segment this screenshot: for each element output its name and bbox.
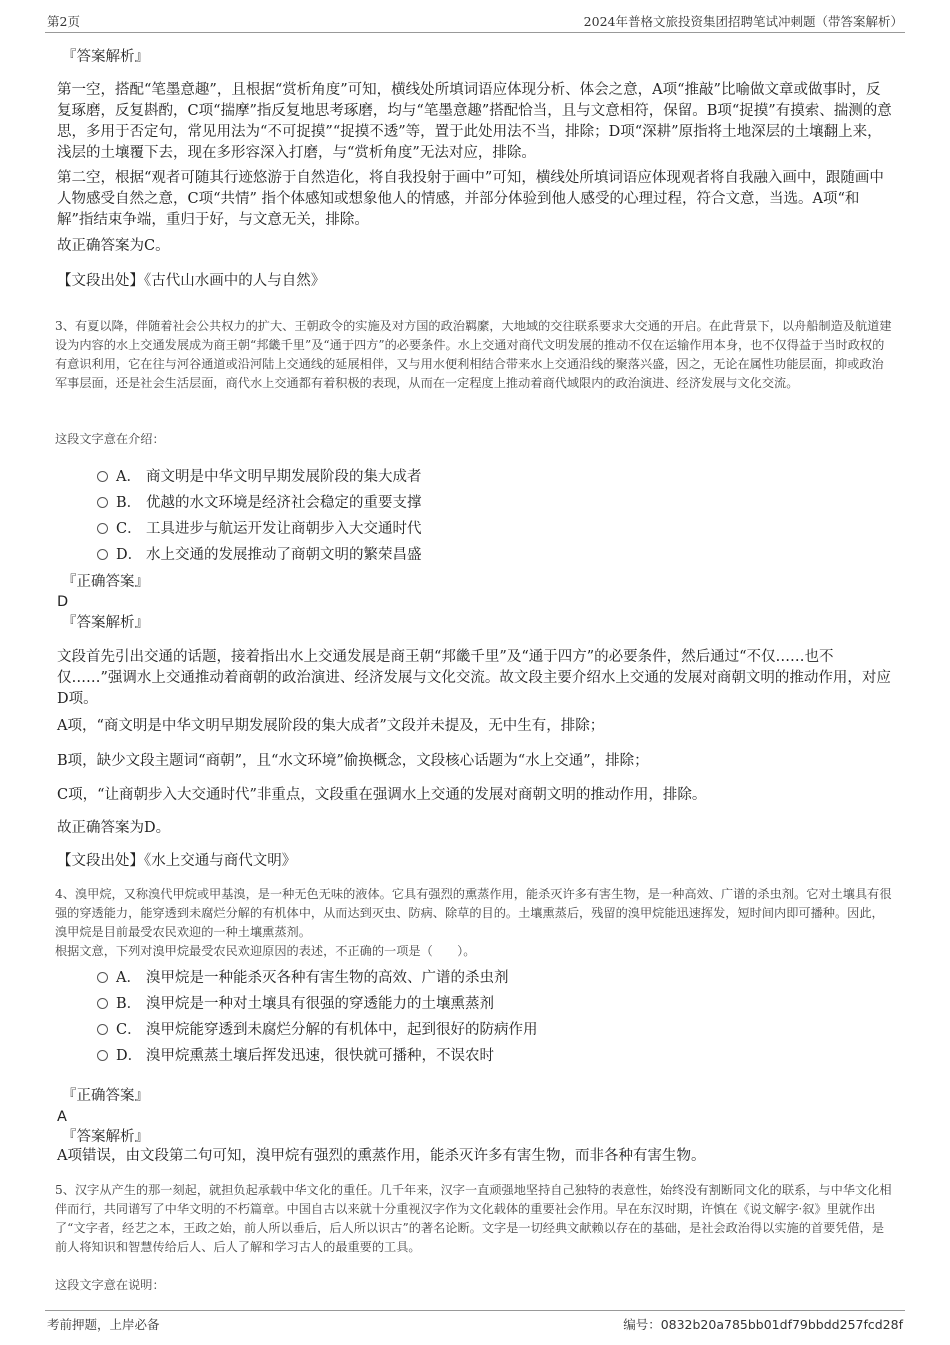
q3-analysis-p1: 文段首先引出交通的话题，接着指出水上交通发展是商王朝“邦畿千里”及“通于四方”的必要条件，然后通过“不仅……也不仅……”强调水上交通推动着商朝的政治演进、经济发展与文化交流。故文段主要介绍水上交通的发展对商朝文明的推动作用，对应D项。 [57, 649, 891, 707]
q4-passage: 4、溴甲烷，又称溴代甲烷或甲基溴，是一种无色无味的液体。它具有强烈的熏蒸作用，能杀灭许多有害生物，是一种高效、广谱的杀虫剂。它对土壤具有很强的穿透能力，能穿透到未腐烂分解的有机体中，从而达到灭虫、防病、除草的目的。土壤熏蒸后，残留的溴甲烷能迅速挥发，短时间内即可播种。因此，溴甲烷是目前最受农民欢迎的一种土壤熏蒸剂。 [55, 887, 892, 939]
page-header [45, 12, 905, 33]
q3-conclusion: 故正确答案为D。 [57, 820, 171, 836]
q3-correct-label: 『正确答案』 [62, 574, 149, 590]
q3-analysis-p3: B项，缺少文段主题词“商朝”，且“水文环境”偷换概念，文段核心话题为“水上交通”，排除； [57, 753, 649, 769]
q2-analysis-label: 『答案解析』 [62, 49, 149, 65]
q4-correct-label: 『正确答案』 [62, 1088, 149, 1104]
q2-analysis-p1: 第一空，搭配“笔墨意趣”，且根据“赏析角度”可知，横线处所填词语应体现分析、体会之意，A项“推敲”比喻做文章或做事时，反复琢磨，反复斟酌，C项“揣摩”指反复地思考琢磨，均与“笔墨意趣”搭配恰当，且与文意相符，保留。B项“捉摸”有摸索、揣测的意思，多用于否定句，常见用法为“不可捉摸”“捉摸不透”等，置于此处用法不当，排除；D项“深耕”原指将土地深层的土壤翻上来，浅层的土壤覆下去，现在多形容深入打磨，与“赏析角度”无法对应，排除。 [57, 82, 892, 161]
q3-question: 这段文字意在介绍： [55, 432, 165, 446]
q3-option-a[interactable]: A． 商文明是中华文明早期发展阶段的集大成者 [97, 466, 422, 488]
page-footer [45, 1310, 905, 1335]
q3-option-b[interactable]: B． 优越的水文环境是经济社会稳定的重要支撑 [97, 492, 422, 514]
radio-icon[interactable] [97, 1050, 108, 1061]
footer-slogan: 考前押题，上岸必备 [47, 1317, 160, 1332]
q4-correct-answer: A [57, 1109, 67, 1125]
q2-source: 【文段出处】《古代山水画中的人与自然》 [57, 273, 326, 289]
q3-option-d[interactable]: D． 水上交通的发展推动了商朝文明的繁荣昌盛 [97, 544, 422, 566]
q3-analysis-p4: C项，“让商朝步入大交通时代”非重点，文段重在强调水上交通的发展对商朝文明的推动作用，排除。 [57, 787, 707, 803]
radio-icon[interactable] [97, 1024, 108, 1035]
q4-option-d[interactable]: D． 溴甲烷熏蒸土壤后挥发迅速，很快就可播种，不误农时 [97, 1045, 494, 1067]
q3-analysis-p2: A项，“商文明是中华文明早期发展阶段的集大成者”文段并未提及，无中生有，排除； [57, 718, 605, 734]
q3-source: 【文段出处】《水上交通与商代文明》 [57, 853, 297, 869]
radio-icon[interactable] [97, 549, 108, 560]
radio-icon[interactable] [97, 972, 108, 983]
q3-passage: 3、有夏以降，伴随着社会公共权力的扩大、王朝政令的实施及对方国的政治羁縻，大地域的交往联系要求大交通的开启。在此背景下，以舟船制造及航道建设为内容的水上交通发展成为商王朝“邦畿千里”及“通于四方”的必要条件。水上交通对商代文明发展的推动不仅在运输作用本身，也不仅得益于当时政权的有意识利用，它在往与河谷通道或沿河陆上交通线的延展相伴，又与用水便利相结合带来水上交通沿线的聚落兴盛，因之，无论在属性功能层面，抑或政治军事层面，还是社会生活层面，商代水上交通都有着积极的表现，从而在一定程度上推动着商代域限内的政治演进、经济发展与文化交流。 [55, 319, 892, 390]
q5-passage: 5、汉字从产生的那一刻起，就担负起承载中华文化的重任。几千年来，汉字一直顽强地坚持自己独特的表意性，始终没有割断同文化的联系，与中华文化相伴而行，共同谱写了中华文明的不朽篇章。中国自古以来就十分重视汉字作为文化载体的重要社会作用。早在东汉时期，许慎在《说文解字·叙》里就作出了“文字者，经艺之本，王政之始，前人所以垂后，后人所以识古”的著名论断。文字是一切经典文献赖以存在的基础，是社会政治得以实施的首要凭借，是前人将知识和智慧传给后人、后人了解和学习古人的最重要的工具。 [55, 1183, 892, 1254]
q5-question: 这段文字意在说明： [55, 1278, 165, 1292]
radio-icon[interactable] [97, 497, 108, 508]
q2-conclusion: 故正确答案为C。 [57, 238, 170, 254]
q4-question: 根据文意，下列对溴甲烷最受农民欢迎原因的表述，不正确的一项是（ ）。 [55, 944, 476, 958]
document-title: 2024年普格文旅投资集团招聘笔试冲刺题（带答案解析） [583, 14, 903, 29]
radio-icon[interactable] [97, 471, 108, 482]
page-number: 第2页 [47, 14, 80, 29]
q4-option-b[interactable]: B． 溴甲烷是一种对土壤具有很强的穿透能力的土壤熏蒸剂 [97, 993, 494, 1015]
q3-analysis-label: 『答案解析』 [62, 615, 149, 631]
document-code: 编号：0832b20a785bb01df79bbdd257fcd28f [623, 1317, 903, 1332]
q3-option-c[interactable]: C． 工具进步与航运开发让商朝步入大交通时代 [97, 518, 422, 540]
q2-analysis-p2: 第二空，根据“观者可随其行迹悠游于自然造化，将自我投射于画中”可知，横线处所填词语应体现观者将自我融入画中，跟随画中人物感受自然之意，C项“共情” 指个体感知或想象他人的情感，并部分体验到他人感受的心理过程，符合文意，当选。A项“和解”指结束争端，重归于好，与文意无关，排除。 [57, 170, 884, 228]
radio-icon[interactable] [97, 998, 108, 1009]
q4-option-a[interactable]: A． 溴甲烷是一种能杀灭各种有害生物的高效、广谱的杀虫剂 [97, 967, 509, 989]
radio-icon[interactable] [97, 523, 108, 534]
q4-analysis-label: 『答案解析』 [62, 1129, 149, 1145]
q3-correct-answer: D [57, 594, 69, 610]
q4-option-c[interactable]: C． 溴甲烷能穿透到未腐烂分解的有机体中，起到很好的防病作用 [97, 1019, 538, 1041]
q4-analysis-p1: A项错误，由文段第二句可知，溴甲烷有强烈的熏蒸作用，能杀灭许多有害生物，而非各种有害生物。 [57, 1148, 706, 1164]
